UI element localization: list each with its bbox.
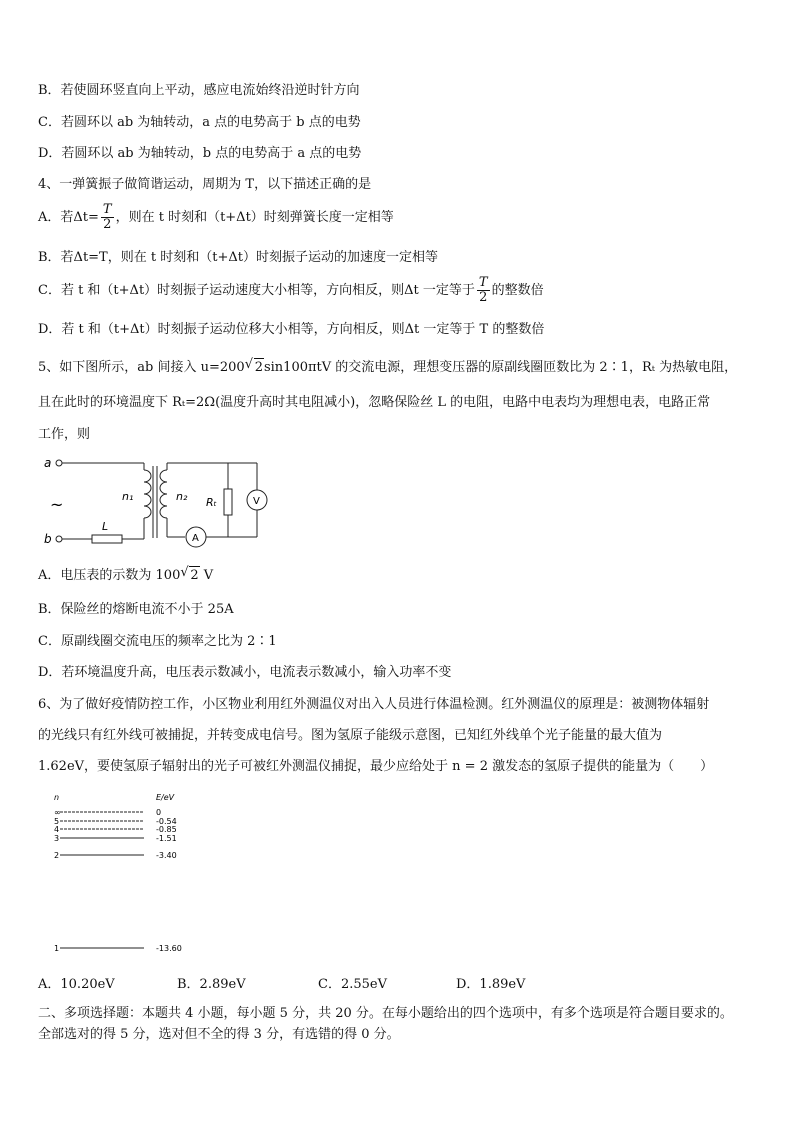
- primary-coil: [144, 470, 151, 518]
- ammeter-label: A: [192, 533, 199, 544]
- q6-option-b: B．2.89eV: [177, 977, 246, 992]
- q5-stem-line3: 工作，则: [38, 427, 91, 442]
- axis-e-label: E/eV: [156, 793, 175, 802]
- level-energy-label: 0: [156, 808, 162, 817]
- level-n-label: 1: [54, 944, 60, 953]
- q4-option-d: D．若 t 和（t+Δt）时刻振子运动位移大小相等，方向相反，则Δt 一定等于 T 的整数倍: [38, 322, 545, 337]
- q6-option-a: A．10.20eV: [38, 977, 115, 992]
- q6-stem-line1: 6、为了做好疫情防控工作，小区物业利用红外测温仪对出入人员进行体温检测。红外测温仪的原理是：被测物体辐射: [38, 697, 710, 712]
- fraction-t-over-2: $\frac{T}{2}$: [478, 275, 488, 305]
- q5-option-a: A．电压表的示数为 100√ 2 V: [38, 566, 213, 585]
- thermistor-rt: [224, 489, 232, 515]
- terminal-a-label: a: [44, 456, 52, 470]
- q5-stem-line1: 5、如下图所示，ab 间接入 u=200√ 2sin100πtV 的交流电源，理想变压器的原副线圈匝数比为 2∶1，Rₜ 为热敏电阻，: [38, 358, 737, 377]
- hydrogen-energy-level-diagram: [50, 790, 210, 960]
- q3-option-c: C．若圆环以 ab 为轴转动，a 点的电势高于 b 点的电势: [38, 115, 361, 130]
- q4-option-c: C．若 t 和（t+Δt）时刻振子运动速度大小相等，方向相反，则Δt 一定等于 $\frac{T}{2}$ 的整数倍: [38, 275, 544, 305]
- transformer-circuit-diagram: [40, 452, 280, 552]
- q4-stem: 4、一弹簧振子做简谐运动，周期为 T，以下描述正确的是: [38, 177, 372, 192]
- sqrt-2: √ 2: [189, 566, 199, 585]
- section2-heading-line1: 二、多项选择题：本题共 4 小题，每小题 5 分，共 20 分。在每小题给出的四个选项中，有多个选项是符合题目要求的。: [38, 1006, 733, 1021]
- q5-option-c: C．原副线圈交流电压的频率之比为 2∶1: [38, 634, 277, 649]
- level-energy-label: -0.54: [156, 817, 177, 826]
- secondary-coil: [160, 470, 167, 518]
- level-energy-label: -13.60: [156, 944, 182, 953]
- voltmeter-label: V: [253, 496, 260, 507]
- q3-option-d: D．若圆环以 ab 为轴转动，b 点的电势高于 a 点的电势: [38, 146, 362, 161]
- q6-stem-line2: 的光线只有红外线可被捕捉，并转变成电信号。图为氢原子能级示意图，已知红外线单个光子能量的最大值为: [38, 728, 663, 743]
- q6-options: [38, 976, 525, 994]
- level-energy-label: -1.51: [156, 834, 177, 843]
- sqrt-2: √ 2: [254, 358, 264, 377]
- q6-option-d: D．1.89eV: [456, 977, 526, 992]
- q5-stem-line2: 且在此时的环境温度下 Rₜ=2Ω(温度升高时其电阻减小)，忽略保险丝 L 的电阻，电路中电表均为理想电表，电路正常: [38, 395, 711, 410]
- rt-label: Rₜ: [206, 496, 217, 509]
- terminal-b-label: b: [44, 532, 52, 546]
- q4-option-a: A．若Δt= $\frac{T}{2}$ ，则在 t 时刻和（t+Δt）时刻弹簧长度一定相等: [38, 202, 394, 232]
- q3-option-b: B．若使圆环竖直向上平动，感应电流始终沿逆时针方向: [38, 83, 360, 98]
- level-n-label: 3: [54, 834, 60, 843]
- level-n-label: ∞: [54, 808, 61, 817]
- level-n-label: 2: [54, 851, 60, 860]
- fuse-label: L: [102, 520, 109, 533]
- q4-option-b: B．若Δt=T，则在 t 时刻和（t+Δt）时刻振子运动的加速度一定相等: [38, 250, 438, 265]
- n2-label: n₂: [176, 490, 188, 503]
- q6-option-c: C．2.55eV: [318, 977, 387, 992]
- q5-option-b: B．保险丝的熔断电流不小于 25A: [38, 602, 234, 617]
- level-n-label: 4: [54, 825, 60, 834]
- ac-source-symbol: ~: [50, 495, 64, 514]
- q6-stem-line3: 1.62eV，要使氢原子辐射出的光子可被红外测温仪捕捉，最少应给处于 n = 2 激发态的氢原子提供的能量为（ ）: [38, 759, 714, 774]
- n1-label: n₁: [122, 490, 134, 503]
- level-energy-label: -0.85: [156, 825, 177, 834]
- fuse-l: [92, 535, 122, 543]
- q5-option-d: D．若环境温度升高，电压表示数减小，电流表示数减小，输入功率不变: [38, 665, 452, 680]
- level-energy-label: -3.40: [156, 851, 177, 860]
- axis-n-label: n: [54, 793, 60, 802]
- section2-heading-line2: 全部选对的得 5 分，选对但不全的得 3 分，有选错的得 0 分。: [38, 1027, 400, 1042]
- fraction-t-over-2: $\frac{T}{2}$: [102, 202, 112, 232]
- level-n-label: 5: [54, 817, 60, 826]
